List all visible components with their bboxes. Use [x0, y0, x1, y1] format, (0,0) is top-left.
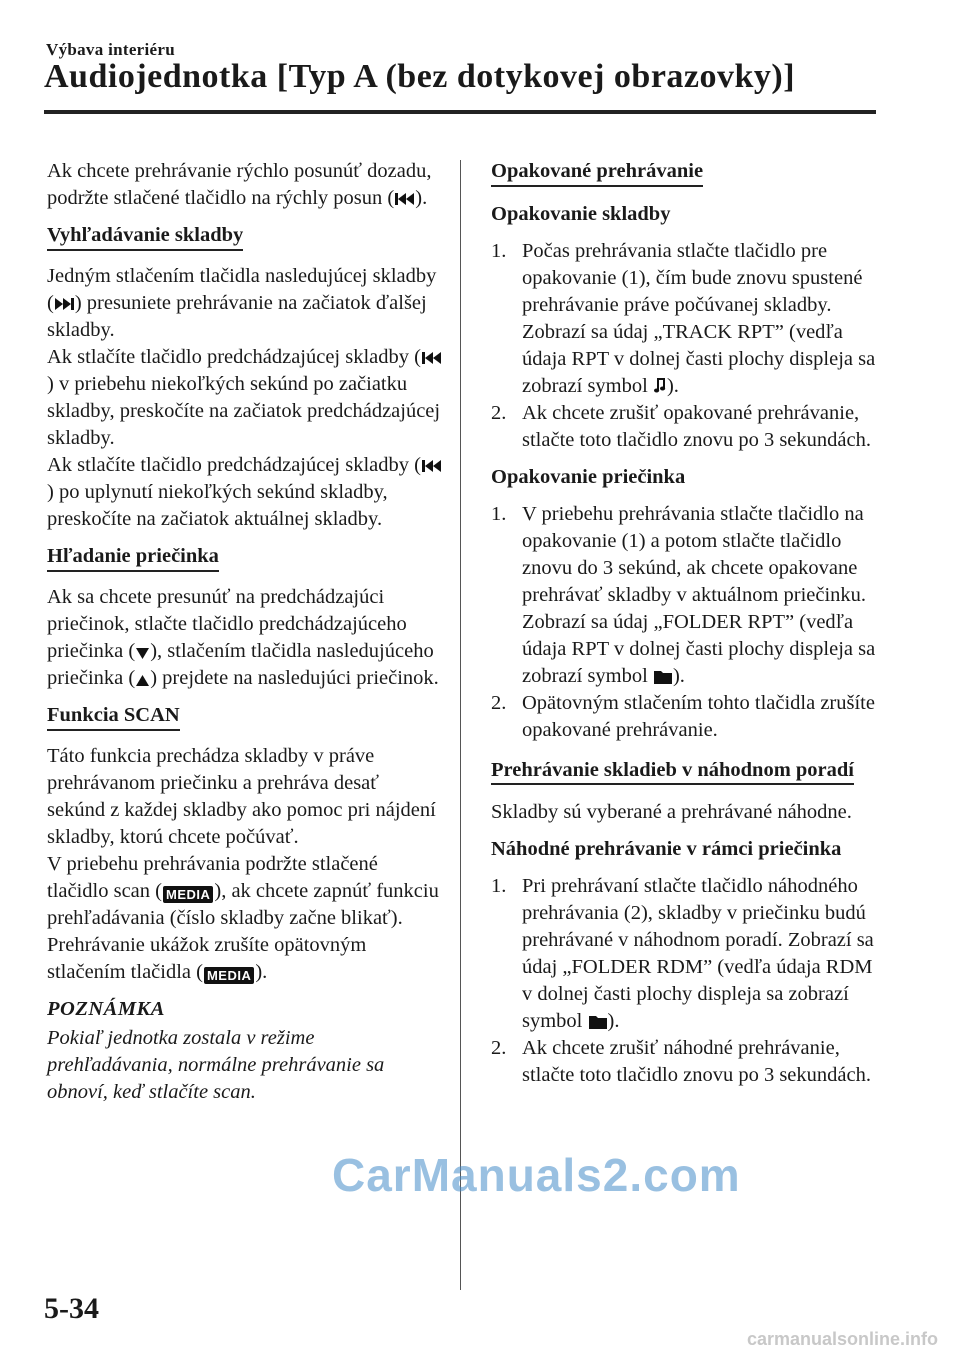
text: ). [666, 375, 679, 397]
text: ). [672, 665, 685, 687]
column-divider [460, 160, 461, 1290]
footer-site-watermark: carmanualsonline.info [746, 1329, 938, 1349]
folder-icon [654, 669, 672, 684]
title-rule [44, 110, 876, 114]
left-column [47, 158, 442, 1106]
right-column [491, 158, 881, 1099]
text: ) presuniete prehrávanie na začiatok ďalšej skladby. [47, 292, 427, 341]
text: ) po uplynutí niekoľkých sekúnd skladby, preskočíte na začiatok aktuálnej skladby. [47, 481, 388, 530]
text: Ak chcete zrušiť náhodné prehrávanie, stlačte toto tlačidlo znovu po 3 sekundách. [522, 1037, 871, 1086]
subheading-track-repeat: Opakovanie skladby [491, 203, 671, 225]
note-title: POZNÁMKA [47, 998, 165, 1020]
text: ), stlačením tlačidla nasledujúceho priečinka ( [47, 640, 434, 689]
text: Ak chcete prehrávanie rýchlo posunúť dozadu, podržte stlačené tlačidlo na rýchly posun ( [47, 160, 432, 209]
folder-repeat-steps [491, 501, 881, 744]
section-label: Výbava interiéru [46, 40, 175, 59]
list-item [491, 501, 881, 690]
list-item [491, 400, 881, 454]
step-number: 2. [491, 692, 507, 714]
paragraph-scan-usage [47, 851, 442, 986]
text: ). [415, 187, 428, 209]
paragraph-previous-track [47, 344, 442, 452]
heading-scan: Funkcia SCAN [47, 702, 180, 731]
paragraph-rewind [47, 158, 442, 212]
step-number: 2. [491, 1037, 507, 1059]
media-button-icon: MEDIA [204, 967, 254, 984]
text: ). [255, 961, 268, 983]
folder-up-icon [136, 674, 149, 686]
page-title: Audiojednotka [Typ A (bez dotykovej obrazovky)] [44, 58, 796, 95]
text: ). [607, 1010, 620, 1032]
text: ), ak chcete zapnúť funkciu prehľadávania (číslo skladby začne blikať). Prehrávanie ukážok zrušíte opätovným stlačením tlačidla ( [47, 880, 439, 983]
paragraph-folder-search [47, 584, 442, 692]
heading-random-text: Prehrávanie skladieb v náhodnom poradí [491, 759, 854, 785]
heading-folder-search: Hľadanie priečinka [47, 543, 219, 572]
music-note-icon [654, 377, 666, 394]
heading-random [491, 754, 881, 787]
step-number: 1. [491, 240, 507, 262]
text: Počas prehrávania stlačte tlačidlo pre opakovanie (1), čím bude znovu spustené prehrávanie práve počúvanej skladby. Zobrazí sa údaj „TRACK RPT” (vedľa údaja RPT v dolnej časti plochy displeja sa zobrazí symbol [522, 240, 876, 397]
text: Ak stlačíte tlačidlo predchádzajúcej skladby ( [47, 346, 421, 368]
paragraph-restart-track [47, 452, 442, 533]
media-button-icon: MEDIA [163, 886, 213, 903]
track-repeat-steps [491, 238, 881, 454]
list-item [491, 238, 881, 400]
text: Pri prehrávaní stlačte tlačidlo náhodného prehrávania (2), skladby v priečinku budú prehrávané v náhodnom poradí. Zobrazí sa údaj „FOLDER RDM” (vedľa údaja RDM v dolnej časti plochy displeja sa zobrazí symbol [522, 875, 874, 1032]
list-item [491, 690, 881, 744]
previous-track-icon [395, 192, 414, 206]
folder-icon [589, 1014, 607, 1029]
text: Ak sa chcete presunúť na predchádzajúci priečinok, stlačte tlačidlo predchádzajúceho priečinka ( [47, 586, 407, 662]
previous-track-icon [422, 459, 441, 473]
previous-track-icon [422, 351, 441, 365]
subheading-random-folder: Náhodné prehrávanie v rámci priečinka [491, 838, 842, 860]
subheading-folder-repeat: Opakovanie priečinka [491, 466, 686, 488]
heading-repeat: Opakované prehrávanie [491, 158, 703, 187]
text: Jedným stlačením tlačidla nasledujúcej skladby ( [47, 265, 437, 314]
step-number: 2. [491, 402, 507, 424]
text: Ak stlačíte tlačidlo predchádzajúcej skladby ( [47, 454, 421, 476]
page-number: 5-34 [44, 1292, 99, 1325]
folder-down-icon [136, 647, 149, 659]
next-track-icon [55, 297, 74, 311]
text: ) prejdete na nasledujúci priečinok. [150, 667, 439, 689]
note-text: Pokiaľ jednotka zostala v režime prehľadávania, normálne prehrávanie sa obnoví, keď stlačíte scan. [47, 1027, 385, 1103]
random-steps [491, 873, 881, 1089]
step-number: 1. [491, 503, 507, 525]
text: Opätovným stlačením tohto tlačidla zrušíte opakované prehrávanie. [522, 692, 875, 741]
text: V priebehu prehrávania stlačte tlačidlo na opakovanie (1) a potom stlačte tlačidlo znovu do 3 sekúnd, ak chcete opakovane prehrávať skladby v aktuálnom priečinku. Zobrazí sa údaj „FOLDER RPT” (vedľa údaja RPT v dolnej časti plochy displeja sa zobrazí symbol [522, 503, 876, 687]
paragraph-scan-description: Táto funkcia prechádza skladby v práve prehrávanom priečinku a prehráva desať sekúnd z každej skladby ako pomoc pri nájdení skladby, ktorú chcete počúvať. [47, 745, 436, 848]
watermark: CarManuals2.com [332, 1149, 741, 1201]
text: V priebehu prehrávania podržte stlačené tlačidlo scan ( [47, 853, 378, 902]
text: Ak chcete zrušiť opakované prehrávanie, stlačte toto tlačidlo znovu po 3 sekundách. [522, 402, 871, 451]
list-item [491, 1035, 881, 1089]
paragraph-random: Skladby sú vyberané a prehrávané náhodne. [491, 801, 852, 823]
step-number: 1. [491, 875, 507, 897]
heading-track-search: Vyhľadávanie skladby [47, 222, 243, 251]
paragraph-next-track [47, 263, 442, 344]
list-item [491, 873, 881, 1035]
text: ) v priebehu niekoľkých sekúnd po začiatku skladby, preskočíte na začiatok predchádzajúcej skladby. [47, 373, 441, 449]
